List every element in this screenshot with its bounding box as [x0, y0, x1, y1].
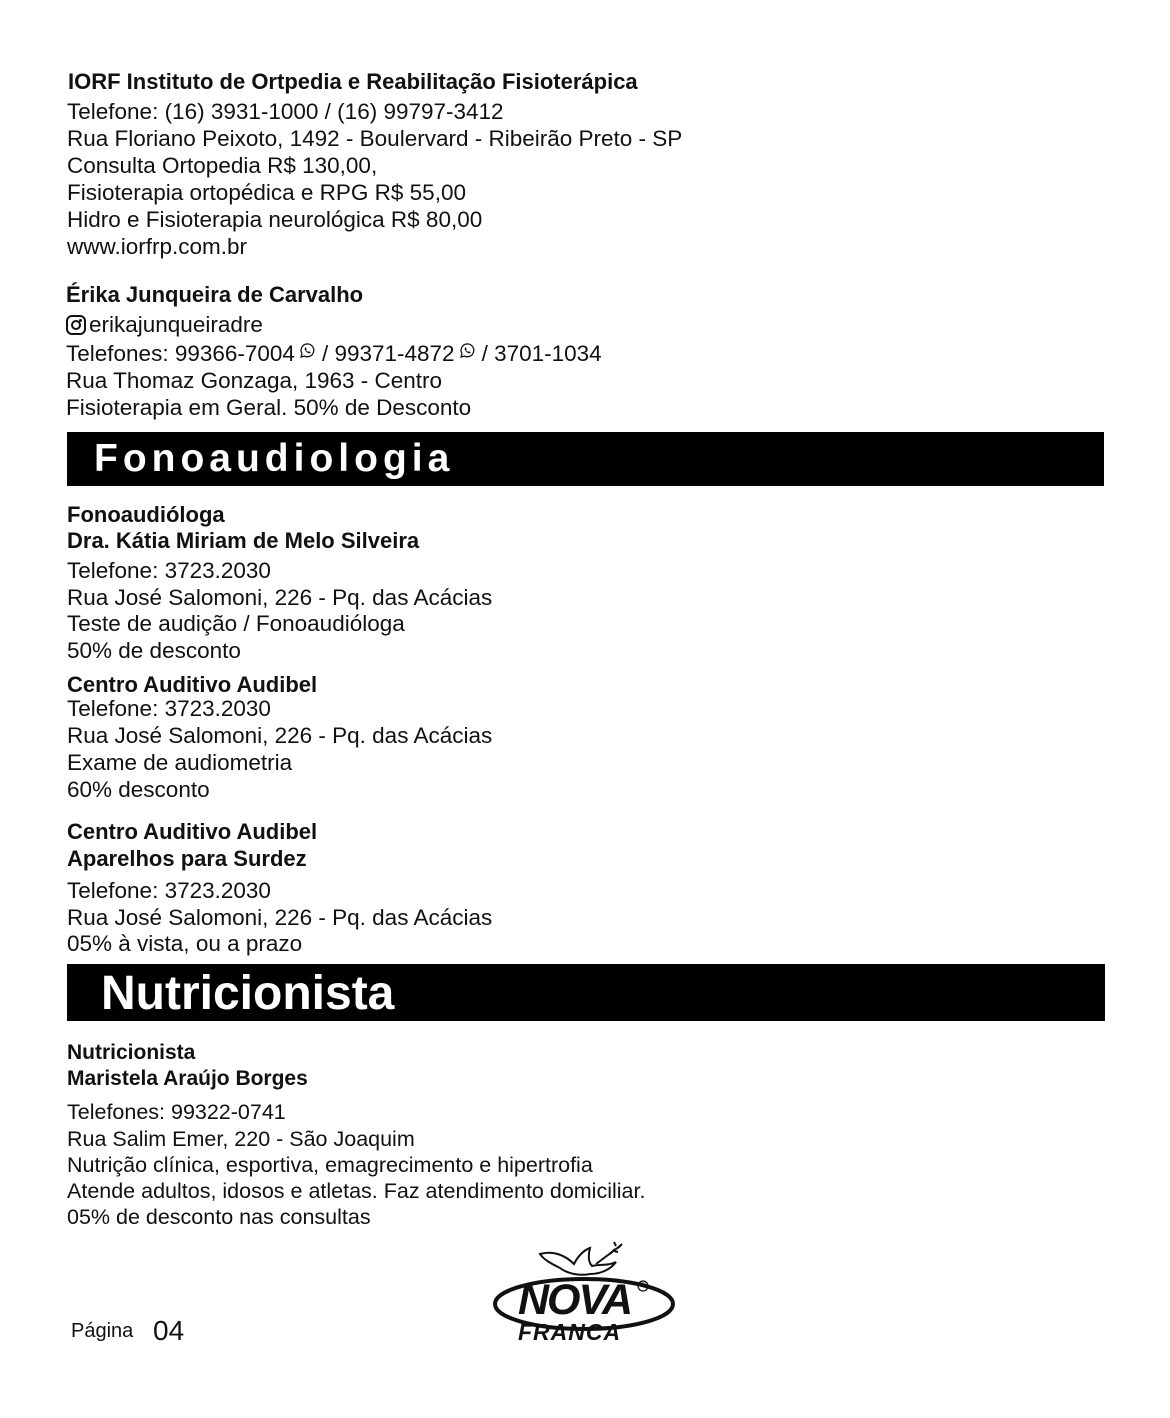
katia-phone: Telefone: 3723.2030 [67, 558, 271, 583]
iorf-line2: Fisioterapia ortopédica e RPG R$ 55,00 [67, 180, 466, 205]
audibel1-service: Exame de audiometria [67, 750, 293, 775]
nova-franca-logo [492, 1240, 678, 1345]
iorf-line3: Hidro e Fisioterapia neurológica R$ 80,00 [67, 207, 483, 232]
audibel1-discount: 60% desconto [67, 777, 210, 802]
section-header-fonoaudiologia [67, 432, 1104, 486]
audibel2-address: Rua José Salomoni, 226 - Pq. das Acácias [67, 905, 493, 930]
katia-title: Fonoaudióloga [67, 502, 225, 527]
logo-line1: NOVA [518, 1276, 632, 1324]
maristela-discount: 05% de desconto nas consultas [67, 1205, 371, 1229]
whatsapp-icon [299, 342, 316, 359]
iorf-phone: Telefone: (16) 3931-1000 / (16) 99797-3412 [67, 99, 504, 124]
erika-phone3: / 3701-1034 [481, 341, 602, 366]
maristela-audience: Atende adultos, idosos e atletas. Faz atendimento domiciliar. [67, 1179, 646, 1203]
audibel1-name: Centro Auditivo Audibel [67, 672, 318, 697]
maristela-address: Rua Salim Emer, 220 - São Joaquim [67, 1127, 415, 1151]
erika-phones [66, 340, 602, 367]
katia-name: Dra. Kátia Miriam de Melo Silveira [67, 528, 420, 553]
katia-address: Rua José Salomoni, 226 - Pq. das Acácias [67, 585, 493, 610]
audibel2-discount: 05% à vista, ou a prazo [67, 931, 303, 956]
audibel2-name: Centro Auditivo Audibel [67, 819, 318, 844]
katia-discount: 50% de desconto [67, 638, 241, 663]
katia-service: Teste de audição / Fonoaudióloga [67, 611, 405, 636]
logo-line2: FRANCA [518, 1319, 622, 1345]
iorf-address: Rua Floriano Peixoto, 1492 - Boulervard - Ribeirão Preto - SP [67, 126, 683, 151]
erika-instagram-handle: erikajunqueiradre [89, 312, 263, 337]
maristela-service: Nutrição clínica, esportiva, emagrecimento e hipertrofia [67, 1153, 593, 1177]
section-title: Nutricionista [101, 967, 395, 1020]
maristela-name: Maristela Araújo Borges [67, 1067, 308, 1090]
page-label: Página [71, 1320, 134, 1342]
instagram-icon [66, 315, 86, 335]
erika-instagram-row[interactable] [66, 311, 263, 338]
erika-phone1: Telefones: 99366-7004 [66, 341, 295, 366]
erika-name: Érika Junqueira de Carvalho [66, 282, 364, 307]
audibel1-address: Rua José Salomoni, 226 - Pq. das Acácias [67, 723, 493, 748]
iorf-line1: Consulta Ortopedia R$ 130,00, [67, 153, 378, 178]
audibel2-subtitle: Aparelhos para Surdez [67, 846, 307, 871]
erika-address: Rua Thomaz Gonzaga, 1963 - Centro [66, 368, 443, 393]
iorf-name: IORF Instituto de Ortpedia e Reabilitação Fisioterápica [68, 69, 638, 94]
erika-phone2: / 99371-4872 [321, 341, 455, 366]
erika-service: Fisioterapia em Geral. 50% de Desconto [66, 395, 472, 420]
maristela-phone: Telefones: 99322-0741 [67, 1100, 286, 1124]
page-number: 04 [153, 1315, 185, 1346]
maristela-title: Nutricionista [67, 1041, 196, 1064]
audibel1-phone: Telefone: 3723.2030 [67, 696, 271, 721]
section-title: Fonoaudiologia [94, 437, 455, 480]
iorf-website[interactable]: www.iorfrp.com.br [67, 234, 248, 259]
section-header-nutricionista [67, 964, 1105, 1021]
whatsapp-icon [459, 342, 476, 359]
audibel2-phone: Telefone: 3723.2030 [67, 878, 271, 903]
logo-registered-mark: ® [640, 1280, 646, 1289]
